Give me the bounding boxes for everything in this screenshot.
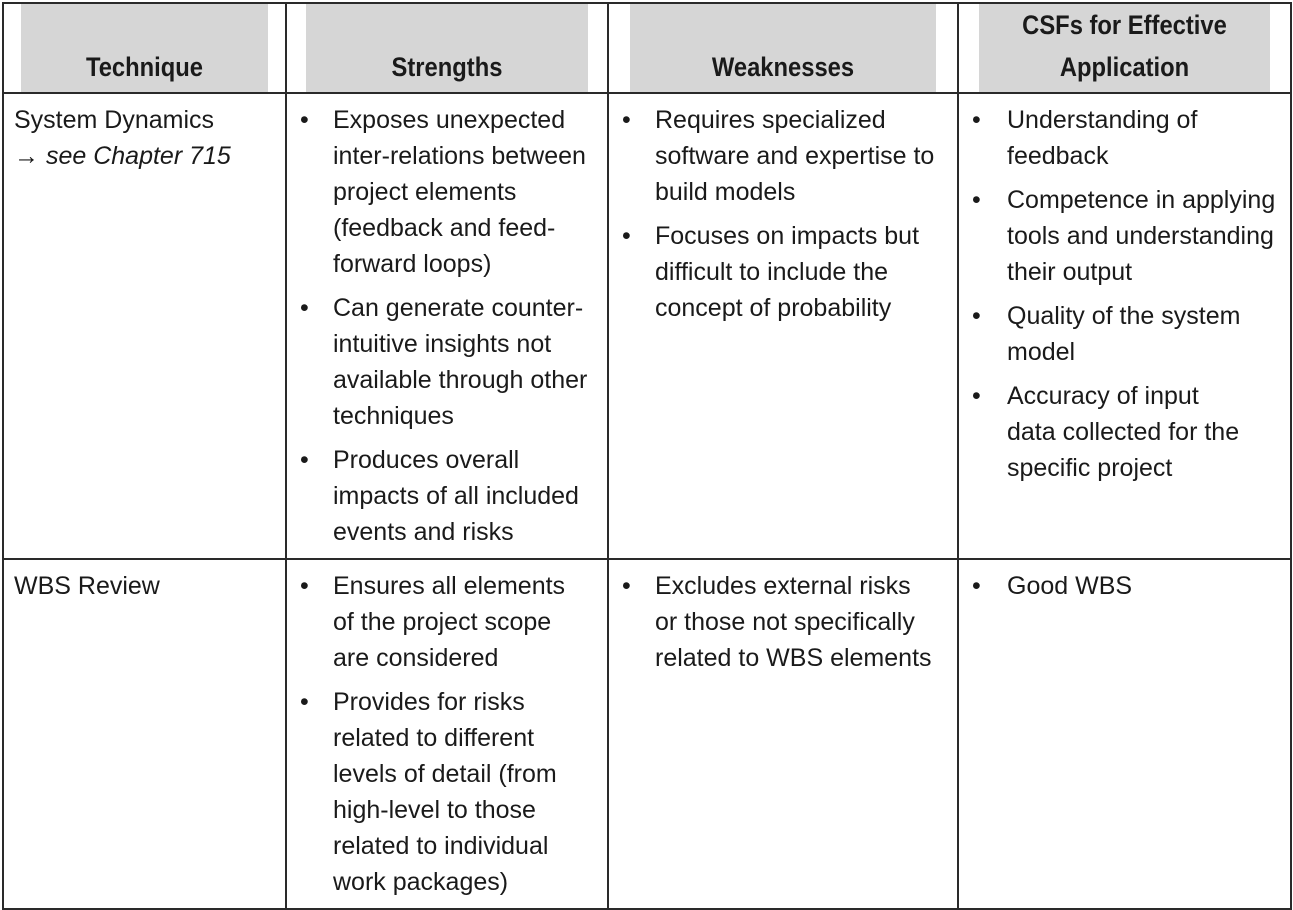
list-item: • Provides for risks related to different levels of detail (from high-level to those related to individual work packages) xyxy=(295,684,599,900)
weaknesses-cell xyxy=(608,559,958,909)
list-item: • Ensures all elements of the project scope are considered xyxy=(295,568,599,676)
table-row xyxy=(3,559,1291,909)
list-item: • Good WBS xyxy=(967,568,1282,604)
technique-cell xyxy=(3,93,286,559)
header-strengths: Strengths xyxy=(305,3,588,93)
list-item: • Understanding of feedback xyxy=(967,102,1282,174)
weaknesses-cell xyxy=(608,93,958,559)
technique-reference xyxy=(14,138,277,174)
header-technique: Technique xyxy=(20,3,269,93)
header-weaknesses: Weaknesses xyxy=(629,3,937,93)
list-item: • Competence in applying tools and understanding their output xyxy=(967,182,1282,290)
header-row xyxy=(3,3,1291,93)
technique-name: System Dynamics xyxy=(14,106,215,134)
technique-name: WBS Review xyxy=(14,572,160,600)
reference-arrow-icon: → xyxy=(14,142,39,170)
list-item: • Requires specialized software and expertise to build models xyxy=(617,102,949,210)
header-csfs: CSFs for Effective Application xyxy=(978,3,1271,93)
csfs-cell xyxy=(958,559,1291,909)
list-item: • Quality of the system model xyxy=(967,298,1282,370)
list-item: • Excludes external risks or those not specifically related to WBS elements xyxy=(617,568,949,676)
technique-cell xyxy=(3,559,286,909)
list-item: • Accuracy of input data collected for the specific project xyxy=(967,378,1282,486)
list-item: • Produces overall impacts of all included events and risks xyxy=(295,442,599,550)
risk-techniques-table xyxy=(2,2,1292,910)
csfs-cell xyxy=(958,93,1291,559)
strengths-cell xyxy=(286,93,608,559)
strengths-cell xyxy=(286,559,608,909)
list-item: • Exposes unexpected inter-relations between project elements (feedback and feed- forward loops) xyxy=(295,102,599,282)
list-item: • Can generate counter- intuitive insights not available through other techniques xyxy=(295,290,599,434)
list-item: • Focuses on impacts but difficult to include the concept of probability xyxy=(617,218,949,326)
table-row xyxy=(3,93,1291,559)
reference-text: see Chapter 715 xyxy=(45,142,231,170)
